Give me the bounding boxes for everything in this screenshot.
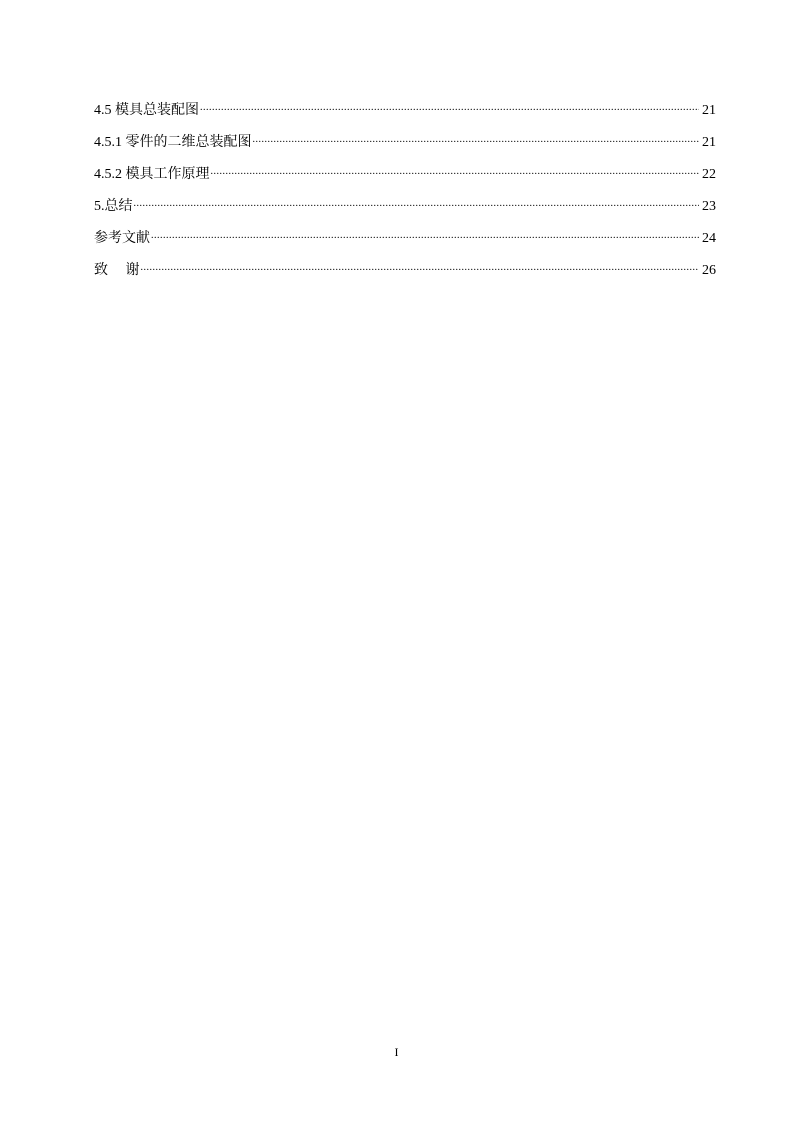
table-of-contents [94,98,716,290]
toc-dot-leader [151,226,699,242]
toc-dot-leader [141,258,700,274]
toc-entry-title: 5.总结 [94,199,133,214]
toc-entry-page: 21 [702,103,716,118]
toc-entry-title: 4.5.2 模具工作原理 [94,167,210,182]
toc-dot-leader [200,98,699,114]
toc-entry[interactable] [94,130,716,162]
toc-entry-page: 21 [702,135,716,150]
toc-entry-page: 26 [702,263,716,278]
toc-entry[interactable] [94,258,716,290]
toc-entry[interactable] [94,226,716,258]
toc-entry-title: 4.5.1 零件的二维总装配图 [94,135,252,150]
toc-entry-page: 24 [702,231,716,246]
toc-dot-leader [134,194,700,210]
toc-entry-title: 4.5 模具总装配图 [94,103,199,118]
toc-entry[interactable] [94,98,716,130]
page-number: I [394,1045,399,1059]
toc-entry-title: 参考文献 [94,231,150,246]
toc-dot-leader [253,130,700,146]
toc-entry[interactable] [94,194,716,226]
toc-entry-title: 致 谢 [94,263,140,278]
toc-entry-page: 23 [702,199,716,214]
toc-dot-leader [211,162,700,178]
toc-entry[interactable] [94,162,716,194]
toc-entry-page: 22 [702,167,716,182]
